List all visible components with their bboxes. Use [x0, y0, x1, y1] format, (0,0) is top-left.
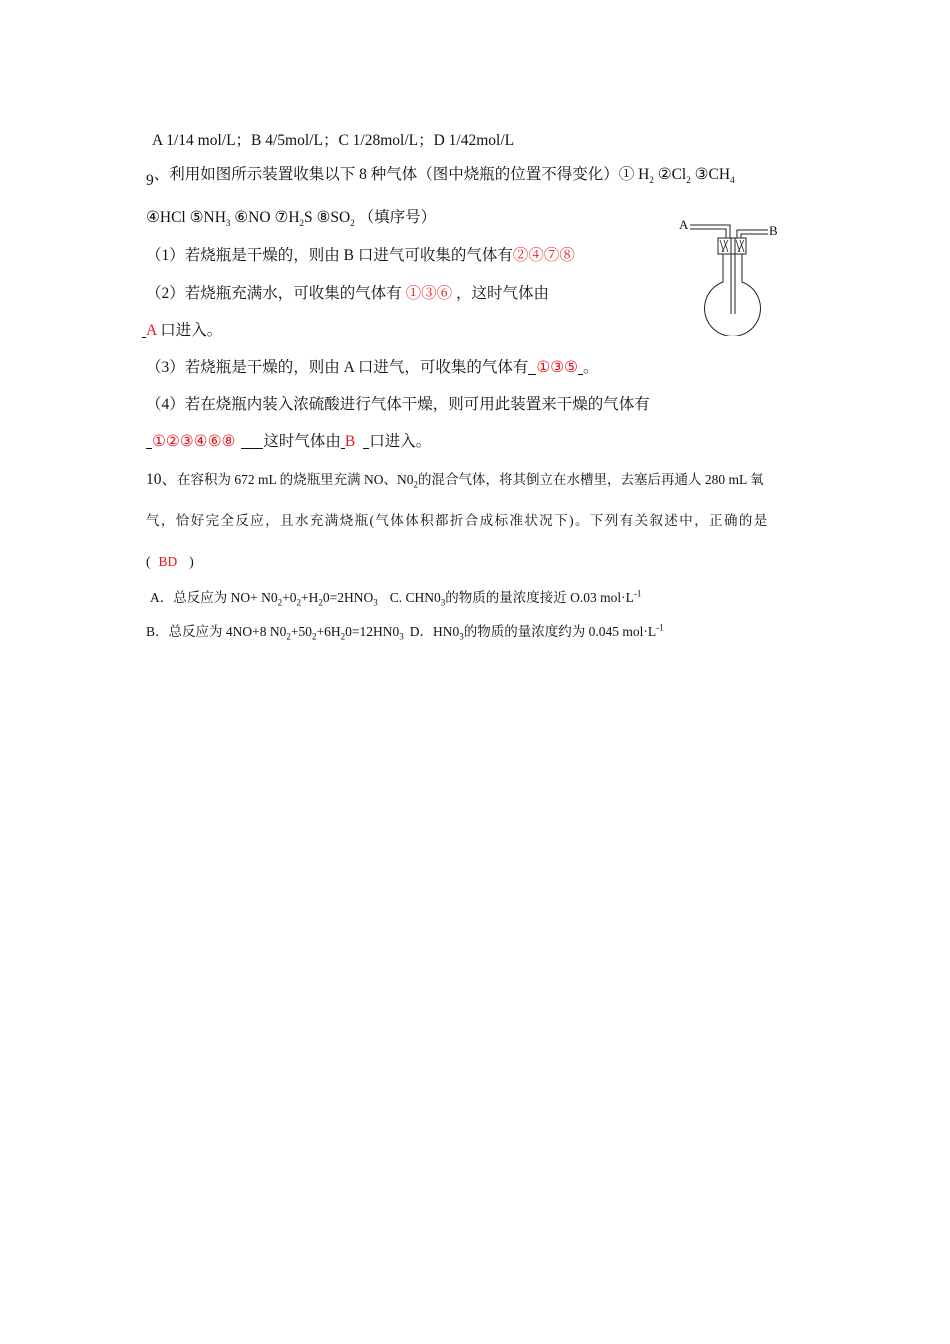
q9-gases: ④HCl $⑤NH_3$ ⑥NO $⑦H_2S$ $⑧SO_2$ （填序号） [146, 209, 437, 229]
q9-part-3: （3）若烧瓶是干燥的，则由 A 口进气，可收集的气体有 ①③⑤ 。 [146, 359, 599, 376]
gas-collection-flask-figure [676, 218, 786, 336]
answer-text: ①③⑥ [405, 285, 453, 302]
q9-part-2-cont: A 口进入。 [142, 321, 222, 341]
stopper-hatch [720, 240, 744, 252]
q9-part-2: （2）若烧瓶充满水，可收集的气体有 ①③⑥ ，这时气体由 [146, 285, 550, 302]
port-b-label: B [769, 223, 778, 238]
option-b: B．总反应为 4NO+8 $N0_2+50_2+6H_20=12HN0_3$ [146, 624, 404, 642]
q10-answer-line: ( BD ) [146, 554, 194, 569]
q9-part-4-cont: ①②③④⑥⑧ 这时气体由 B 口进入。 [146, 432, 431, 452]
option-d: D．$HN0_3$的物质的量浓度约为 0.045 $mol\cdot L^{-1}$ [409, 622, 664, 642]
q9-part-1: （1）若烧瓶是干燥的，则由 B 口进气可收集的气体有②④⑦⑧ [146, 247, 575, 264]
q9-part-4: （4）若在烧瓶内装入浓硫酸进行气体干燥，则可用此装置来干燥的气体有 [146, 396, 650, 413]
answer-text: BD [158, 554, 178, 569]
answer-text: B [344, 433, 356, 450]
q10-options-a-c [150, 588, 641, 608]
q10-options-b-d [146, 622, 664, 642]
flask [705, 254, 761, 336]
short-tube-b-inner [741, 234, 768, 238]
q8-options: A 1/14 mol/L；B 4/5mol/L；C 1/28mol/L；D 1/42mol/L [152, 132, 515, 149]
port-a-label: A [679, 218, 689, 232]
answer-text: ①②③④⑥⑧ [152, 433, 236, 450]
option-a: A．总反应为 $NO+ N0_2+0_2+H_20=2HNO_3$ [150, 590, 378, 608]
q10-stem-line-2: 气，恰好完全反应，且水充满烧瓶(气体体积都折合成标准状况下)。下列有关叙述中，正确的是 [146, 513, 769, 528]
answer-text: A [146, 322, 157, 339]
q10-stem-line-1: 10、在容积为 672 mL 的烧瓶里充满 NO、$N0_2$的混合气体，将其倒立在水槽里，去塞后再通人 280 mL 氧 [146, 471, 764, 490]
answer-text: ①③⑤ [536, 359, 579, 376]
question-number: 9 [146, 172, 154, 189]
q9-stem: 9、利用如图所示装置收集以下 8 种气体（图中烧瓶的位置不得变化）① $H_2$ $②Cl_2$ $③CH_4$ [146, 166, 735, 189]
question-number: 10、 [146, 471, 178, 488]
option-c: C. $CHN0_3$的物质的量浓度接近 O.03 $mol\cdot L^{-1}$ [389, 588, 642, 608]
answer-text: ②④⑦⑧ [512, 247, 575, 264]
